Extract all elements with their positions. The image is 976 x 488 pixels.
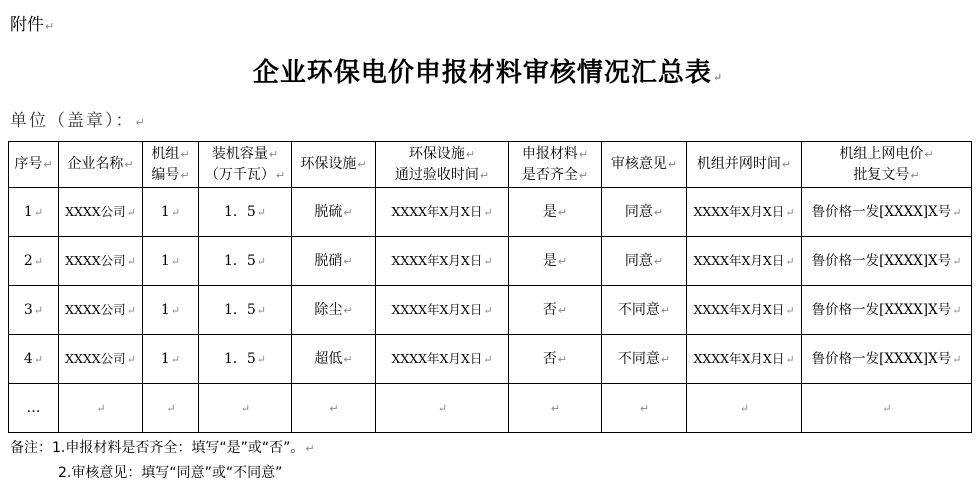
paragraph-mark: ↵ xyxy=(343,303,353,317)
cell-grid-date xyxy=(687,384,802,433)
cell-capacity: 1．5↵ xyxy=(199,188,292,237)
header-company: 企业名称↵ xyxy=(59,142,143,188)
page-title: 企业环保电价申报材料审核情况汇总表↵ xyxy=(252,58,724,88)
header-capacity: 装机容量↵ （万千瓦）↵ xyxy=(199,142,292,188)
paragraph-mark: ↵ xyxy=(180,147,190,161)
paragraph-mark: ↵ xyxy=(781,158,792,171)
paragraph-mark: ↵ xyxy=(483,303,493,317)
cell-unit-no: 1↵ xyxy=(143,237,199,286)
cell-facility: 脱硫↵ xyxy=(292,188,376,237)
cell-capacity: 1．5↵ xyxy=(199,335,292,384)
note-line-1: 备注：1.申报材料是否齐全：填写“是”或“否”。↵ xyxy=(10,440,315,456)
cell-facility: 超低↵ xyxy=(292,335,376,384)
cell-unit-no: 1↵ xyxy=(143,286,199,335)
paragraph-mark: ↵ xyxy=(882,401,892,415)
cell-review-opinion: 同意↵ xyxy=(602,188,687,237)
paragraph-mark: ↵ xyxy=(33,205,44,219)
header-grid-date: 机组并网时间↵ xyxy=(687,142,802,188)
cell-unit-no xyxy=(143,384,199,433)
header-materials-complete: 申报材料↵ 是否齐全↵ xyxy=(509,142,602,188)
paragraph-mark: ↵ xyxy=(166,401,176,415)
paragraph-mark: ↵ xyxy=(557,303,568,317)
paragraph-mark: ↵ xyxy=(667,158,678,171)
cell-review-opinion xyxy=(602,384,687,433)
paragraph-mark: ↵ xyxy=(578,147,589,161)
cell-facility: 除尘↵ xyxy=(292,286,376,335)
paragraph-mark: ↵ xyxy=(343,254,353,268)
summary-table xyxy=(8,141,972,433)
header-unit-no: 机组↵ 编号↵ xyxy=(143,142,199,188)
paragraph-mark: ↵ xyxy=(653,254,664,268)
paragraph-mark: ↵ xyxy=(557,205,568,219)
cell-capacity xyxy=(199,384,292,433)
paragraph-mark: ↵ xyxy=(275,168,286,182)
paragraph-mark: ↵ xyxy=(578,168,589,182)
cell-approval-doc xyxy=(802,384,972,433)
cell-company: XXXX公司↵ xyxy=(59,286,143,335)
cell-materials-complete xyxy=(509,384,602,433)
cell-seq: 2↵ xyxy=(9,237,59,286)
header-seq: 序号↵ xyxy=(9,142,59,188)
cell-facility: 脱硝↵ xyxy=(292,237,376,286)
paragraph-mark: ↵ xyxy=(483,254,493,268)
cell-seq: 1↵ xyxy=(9,188,59,237)
notes xyxy=(10,436,315,485)
cell-company: XXXX公司↵ xyxy=(59,335,143,384)
cell-seq: 4↵ xyxy=(9,335,59,384)
paragraph-mark: ↵ xyxy=(557,254,568,268)
cell-review-opinion: 同意↵ xyxy=(602,237,687,286)
paragraph-mark: ↵ xyxy=(170,303,181,317)
paragraph-mark: ↵ xyxy=(126,352,136,366)
cell-seq: … xyxy=(9,384,59,433)
paragraph-mark: ↵ xyxy=(639,401,650,415)
cell-grid-date: XXXX年X月X日↵ xyxy=(687,335,802,384)
table-row xyxy=(9,286,972,335)
cell-grid-date: XXXX年X月X日↵ xyxy=(687,188,802,237)
paragraph-mark: ↵ xyxy=(785,254,795,268)
paragraph-mark: ↵ xyxy=(437,401,448,415)
paragraph-mark: ↵ xyxy=(739,401,750,415)
cell-capacity: 1．5↵ xyxy=(199,237,292,286)
paragraph-mark: ↵ xyxy=(557,352,568,366)
cell-approval-doc: 鲁价格一发[XXXX]X号↵ xyxy=(802,188,972,237)
table-row xyxy=(9,188,972,237)
paragraph-mark: ↵ xyxy=(660,352,671,366)
paragraph-mark: ↵ xyxy=(180,168,190,182)
paragraph-mark: ↵ xyxy=(256,254,267,268)
table-row xyxy=(9,237,972,286)
paragraph-mark: ↵ xyxy=(170,352,181,366)
paragraph-mark: ↵ xyxy=(483,205,493,219)
cell-company xyxy=(59,384,143,433)
paragraph-mark: ↵ xyxy=(479,168,490,182)
cell-acceptance-date: XXXX年X月X日↵ xyxy=(376,188,509,237)
header-approval-doc: 机组上网电价↵ 批复文号↵ xyxy=(802,142,972,188)
unit-label: 单位（盖章）：↵ xyxy=(10,111,147,131)
cell-acceptance-date: XXXX年X月X日↵ xyxy=(376,286,509,335)
paragraph-mark: ↵ xyxy=(240,401,251,415)
paragraph-mark: ↵ xyxy=(653,205,664,219)
paragraph-mark: ↵ xyxy=(126,205,136,219)
attachment-label: 附件↵ xyxy=(10,15,55,35)
paragraph-mark: ↵ xyxy=(126,254,136,268)
cell-materials-complete: 否↵ xyxy=(509,335,602,384)
cell-materials-complete: 否↵ xyxy=(509,286,602,335)
paragraph-mark: ↵ xyxy=(550,401,561,415)
cell-grid-date: XXXX年X月X日↵ xyxy=(687,286,802,335)
paragraph-mark: ↵ xyxy=(33,352,44,366)
paragraph-mark: ↵ xyxy=(170,254,181,268)
paragraph-mark: ↵ xyxy=(170,205,181,219)
paragraph-mark: ↵ xyxy=(33,254,44,268)
cell-capacity: 1．5↵ xyxy=(199,286,292,335)
cell-materials-complete: 是↵ xyxy=(509,188,602,237)
cell-review-opinion: 不同意↵ xyxy=(602,286,687,335)
paragraph-mark: ↵ xyxy=(256,352,267,366)
header-row xyxy=(9,142,972,188)
cell-approval-doc: 鲁价格一发[XXXX]X号↵ xyxy=(802,237,972,286)
paragraph-mark: ↵ xyxy=(124,158,134,171)
header-acceptance-date: 环保设施↵ 通过验收时间↵ xyxy=(376,142,509,188)
header-facility: 环保设施↵ xyxy=(292,142,376,188)
table-header xyxy=(9,142,972,188)
paragraph-mark: ↵ xyxy=(33,303,44,317)
paragraph-mark: ↵ xyxy=(660,303,671,317)
table-row xyxy=(9,335,972,384)
cell-company: XXXX公司↵ xyxy=(59,188,143,237)
paragraph-mark: ↵ xyxy=(268,147,279,161)
paragraph-mark: ↵ xyxy=(96,401,106,415)
paragraph-mark: ↵ xyxy=(924,147,934,161)
paragraph-mark: ↵ xyxy=(952,205,962,219)
table-body xyxy=(9,188,972,433)
paragraph-mark: ↵ xyxy=(952,254,962,268)
paragraph-mark: ↵ xyxy=(329,401,339,415)
table-row xyxy=(9,384,972,433)
paragraph-mark: ↵ xyxy=(910,168,920,182)
paragraph-mark: ↵ xyxy=(952,352,962,366)
cell-approval-doc: 鲁价格一发[XXXX]X号↵ xyxy=(802,335,972,384)
header-review-opinion: 审核意见↵ xyxy=(602,142,687,188)
cell-unit-no: 1↵ xyxy=(143,188,199,237)
paragraph-mark: ↵ xyxy=(256,303,267,317)
paragraph-mark: ↵ xyxy=(343,205,353,219)
paragraph-mark: ↵ xyxy=(483,352,493,366)
cell-acceptance-date: XXXX年X月X日↵ xyxy=(376,237,509,286)
cell-grid-date: XXXX年X月X日↵ xyxy=(687,237,802,286)
paragraph-mark: ↵ xyxy=(256,205,267,219)
paragraph-mark: ↵ xyxy=(343,352,353,366)
paragraph-mark: ↵ xyxy=(43,158,53,171)
paragraph-mark: ↵ xyxy=(126,303,136,317)
paragraph-mark: ↵ xyxy=(465,147,476,161)
cell-approval-doc: 鲁价格一发[XXXX]X号↵ xyxy=(802,286,972,335)
cell-acceptance-date: XXXX年X月X日↵ xyxy=(376,335,509,384)
paragraph-mark: ↵ xyxy=(952,303,962,317)
paragraph-mark: ↵ xyxy=(785,352,795,366)
cell-facility xyxy=(292,384,376,433)
cell-unit-no: 1↵ xyxy=(143,335,199,384)
paragraph-mark: ↵ xyxy=(357,158,367,171)
note-line-2: 2.审核意见：填写“同意”或“不同意” xyxy=(58,465,283,481)
cell-review-opinion: 不同意↵ xyxy=(602,335,687,384)
cell-seq: 3↵ xyxy=(9,286,59,335)
cell-acceptance-date xyxy=(376,384,509,433)
cell-materials-complete: 是↵ xyxy=(509,237,602,286)
paragraph-mark: ↵ xyxy=(785,205,795,219)
paragraph-mark: ↵ xyxy=(785,303,795,317)
cell-company: XXXX公司↵ xyxy=(59,237,143,286)
